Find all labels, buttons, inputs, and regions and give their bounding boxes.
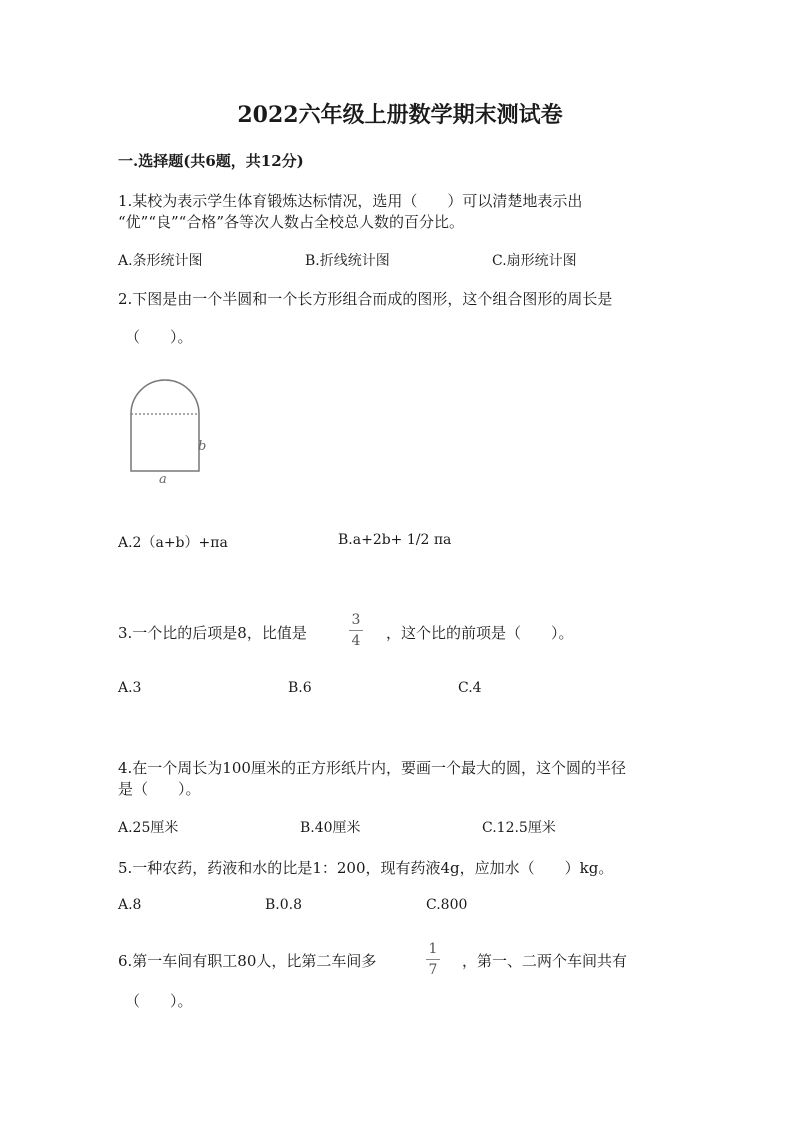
q3-option-c: C.4	[458, 680, 482, 696]
q5-option-b: B.0.8	[265, 897, 303, 913]
q4-option-c: C.12.5厘米	[482, 820, 556, 836]
q4-option-b: B.40厘米	[300, 820, 361, 836]
q5-option-c: C.800	[426, 897, 468, 913]
q6-fraction	[426, 942, 440, 977]
figure-label-b: b	[198, 439, 207, 454]
q3-fraction	[349, 613, 363, 648]
figure-label-a: a	[159, 472, 167, 487]
q6-text-after: ，第一、二两个车间共有	[462, 952, 628, 970]
q3-fraction-numerator: 3	[351, 612, 361, 628]
q1-option-a: A.条形统计图	[118, 253, 203, 269]
q3-option-b: B.6	[288, 680, 312, 696]
q2-line2: （ ）。	[125, 328, 193, 346]
semicircle-rectangle-figure	[118, 375, 218, 490]
q4-line2: 是（ ）。	[118, 780, 201, 798]
q3-text-after: ，这个比的前项是（ ）。	[386, 624, 574, 642]
q2-line1: 2.下图是由一个半圆和一个长方形组合而成的图形，这个组合图形的周长是	[118, 290, 613, 308]
q1-option-b: B.折线统计图	[305, 253, 390, 269]
q3-fraction-denominator: 4	[351, 633, 361, 649]
q3-option-a: A.3	[118, 680, 142, 696]
q4-line1: 4.在一个周长为100厘米的正方形纸片内，要画一个最大的圆，这个圆的半径	[118, 759, 626, 777]
q4-option-a: A.25厘米	[118, 820, 179, 836]
q6-text-before: 6.第一车间有职工80人，比第二车间多	[118, 952, 377, 970]
q1-line1: 1.某校为表示学生体育锻炼达标情况，选用（ ）可以清楚地表示出	[118, 192, 583, 210]
q5-line1: 5.一种农药，药液和水的比是1：200，现有药液4g，应加水（ ）kg。	[118, 859, 614, 877]
q6-line2: （ ）。	[125, 992, 193, 1010]
q5-option-a: A.8	[118, 897, 142, 913]
section-heading: 一.选择题(共6题，共12分)	[118, 152, 304, 170]
page-title: 2022六年级上册数学期末测试卷	[237, 102, 563, 128]
q1-line2: “优”“良”“合格”各等次人数占全校总人数的百分比。	[118, 213, 465, 231]
q1-option-c: C.扇形统计图	[492, 253, 577, 269]
q3-text-before: 3.一个比的后项是8，比值是	[118, 624, 307, 642]
q2-option-a: A.2（a+b）+πa	[118, 535, 228, 551]
q2-option-b: B.a+2b+ 1/2 πa	[338, 532, 452, 548]
q6-fraction-denominator: 7	[428, 962, 438, 978]
q6-fraction-numerator: 1	[428, 941, 438, 957]
